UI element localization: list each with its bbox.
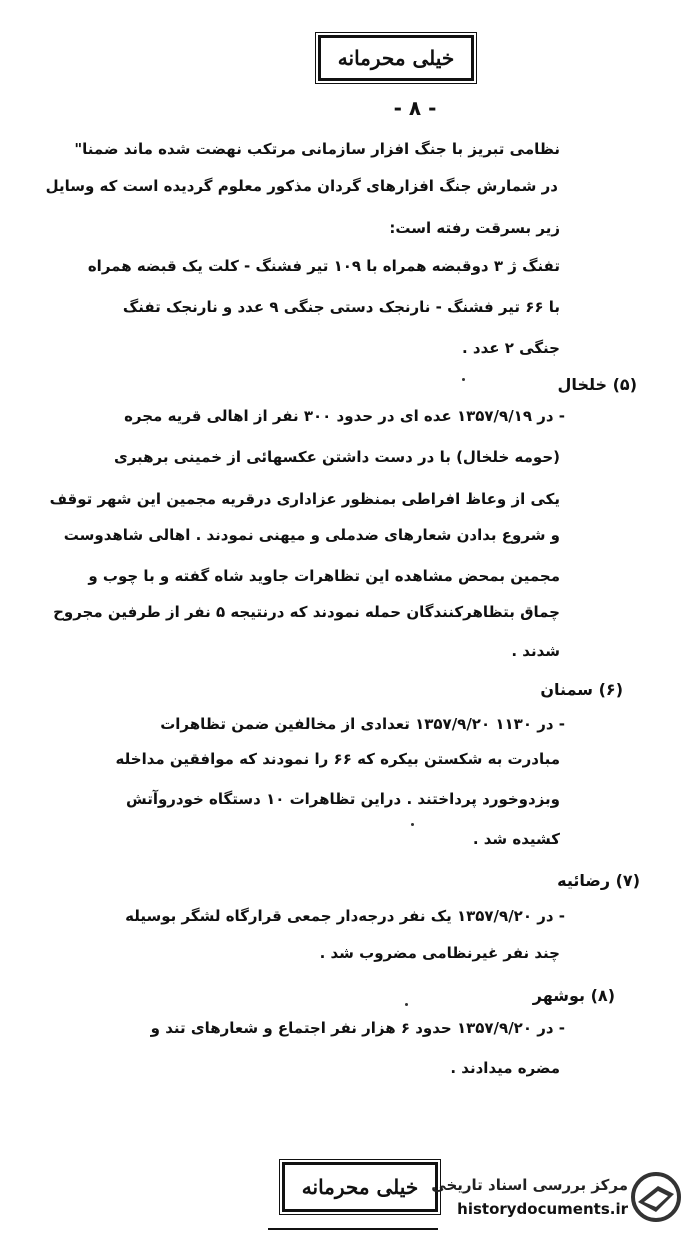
scan-speck xyxy=(462,378,465,381)
section-heading-rezaieh: (۷) رضائیه xyxy=(557,871,640,890)
intro-line-3: زیر بسرقت رفته است: xyxy=(389,219,560,237)
section-6-line-4: کشیده شد . xyxy=(472,830,560,848)
watermark-url: historydocuments.ir xyxy=(457,1200,628,1218)
section-5-line-3: یکی از وعاظ افراطی بمنظور عزاداری درقریه مجمین این شهر توقف xyxy=(49,490,560,508)
section-5-line-7: شدند . xyxy=(511,642,560,660)
section-5-line-2: (حومه خلخال) با در دست داشتن عکسهائی از خمینی برهبری xyxy=(113,448,560,466)
intro-line-2: در شمارش جنگ افزارهای گردان مذکور معلوم گردیده است که وسایل xyxy=(45,177,558,195)
section-5-line-4: و شروع بدادن شعارهای ضدملی و میهنی نمودند . اهالی شاهدوست xyxy=(63,526,560,544)
classification-stamp-top: خیلی محرمانه xyxy=(318,35,474,81)
section-5-line-5: مجمین بمحض مشاهده این تظاهرات جاوید شاه گفته و با چوب و xyxy=(88,567,560,585)
watermark-text: مرکز بررسی اسناد تاریخی xyxy=(431,1176,628,1194)
classification-stamp-bottom: خیلی محرمانه xyxy=(282,1162,438,1212)
section-7-line-1: - در ۱۳۵۷/۹/۲۰ یک نفر درجه‌دار جمعی قرارگاه لشگر بوسیله xyxy=(125,907,565,925)
section-heading-semnan: (۶) سمنان xyxy=(540,680,623,699)
intro-line-1: نظامی تبریز با جنگ افزار سازمانی مرتکب نهضت شده ماند ضمنا" xyxy=(74,140,560,158)
section-8-line-2: مضره میدادند . xyxy=(450,1059,560,1077)
section-5-line-6: چماق بتظاهرکنندگان حمله نمودند که درنتیجه ۵ نفر از طرفین مجروح xyxy=(53,603,560,621)
intro-line-6: جنگی ۲ عدد . xyxy=(462,339,560,357)
section-6-line-1: - در ۱۱۳۰ ۱۳۵۷/۹/۲۰ تعدادی از مخالفین ضمن تظاهرات xyxy=(160,715,565,733)
section-heading-khalkhal: (۵) خلخال xyxy=(557,375,637,394)
intro-line-5: با ۶۶ تیر فشنگ - نارنجک دستی جنگی ۹ عدد و نارنجک تفنگ xyxy=(122,298,560,316)
section-8-line-1: - در ۱۳۵۷/۹/۲۰ حدود ۶ هزار نفر اجتماع و شعارهای تند و xyxy=(150,1019,565,1037)
archive-logo-icon xyxy=(628,1172,684,1222)
section-7-line-2: چند نفر غیرنظامی مضروب شد . xyxy=(319,944,560,962)
footer-rule xyxy=(268,1228,438,1230)
scan-speck xyxy=(405,1003,408,1006)
scan-speck xyxy=(411,823,414,826)
intro-line-4: تفنگ ژ ۳ دوقبضه همراه با ۱۰۹ تیر فشنگ - کلت یک قبضه همراه xyxy=(87,257,560,275)
section-5-line-1: - در ۱۳۵۷/۹/۱۹ عده ای در حدود ۳۰۰ نفر از اهالی قریه مجره xyxy=(124,407,565,425)
section-heading-bushehr: (۸) بوشهر xyxy=(532,986,615,1005)
page-number: - ۸ - xyxy=(393,96,437,120)
section-6-line-2: مبادرت به شکستن بیکره که ۶۶ را نمودند که موافقین مداخله xyxy=(115,750,560,768)
section-6-line-3: وبزدوخورد پرداختند . دراین تظاهرات ۱۰ دستگاه خودروآتش xyxy=(125,790,560,808)
